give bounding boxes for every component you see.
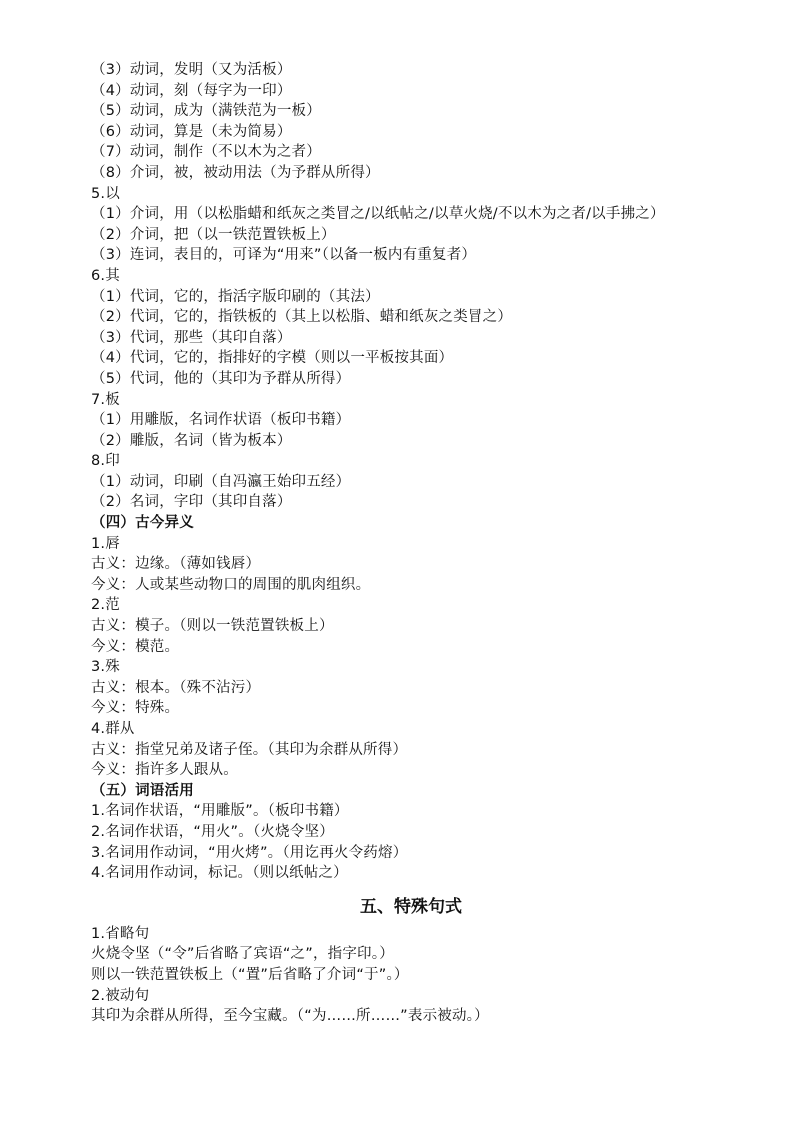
section-heading-word-usage: （五）词语活用 [91, 781, 194, 799]
text-line: 今义：指许多人跟从。 [91, 762, 238, 779]
text-line: （4）动词，刻（每字为一印） [91, 82, 292, 99]
word-usage-list [91, 801, 731, 883]
ancient-modern-meaning-list [91, 534, 731, 781]
text-line: 2.被动句 [91, 987, 150, 1004]
text-line: （7）动词，制作（不以木为之者） [91, 144, 321, 161]
text-line: （1）代词，它的，指活字版印刷的（其法） [91, 288, 380, 305]
text-line: （4）代词，它的，指排好的字模（则以一平板按其面） [91, 350, 454, 367]
text-line: 2.范 [91, 597, 120, 614]
text-line: 火烧令坚（“令”后省略了宾语“之”，指字印。） [91, 946, 394, 963]
text-line: （2）代词，它的，指铁板的（其上以松脂、蜡和纸灰之类冒之） [91, 309, 513, 326]
text-line: （1）动词，印刷（自冯瀛王始印五经） [91, 473, 351, 490]
text-line: 4.名词用作动词，标记。（则以纸帖之） [91, 865, 348, 882]
section-heading-ancient-modern: （四）古今异义 [91, 514, 194, 532]
text-line: （3）动词，发明（又为活板） [91, 62, 292, 78]
text-line: 3.名词用作动词，“用火烤”。（用讫再火令药熔） [91, 844, 408, 861]
text-line: （5）代词，他的（其印为予群从所得） [91, 370, 351, 387]
special-sentences-list [91, 924, 731, 1027]
text-line: （3）代词，那些（其印自落） [91, 329, 292, 346]
chapter-heading-special-sentences: 五、特殊句式 [360, 896, 462, 917]
text-line: 1.名词作状语，“用雕版”。（板印书籍） [91, 803, 349, 820]
text-line: 8.印 [91, 453, 120, 470]
text-line: （8）介词，被，被动用法（为予群从所得） [91, 164, 380, 181]
text-line: 今义：特殊。 [91, 700, 180, 717]
text-line: 古义：模子。（则以一铁范置铁板上） [91, 618, 334, 635]
text-line: （6）动词，算是（未为简易） [91, 123, 292, 140]
text-line: （1）介词，用（以松脂蜡和纸灰之类冒之/以纸帖之/以草火烧/不以木为之者/以手拂之） [91, 206, 665, 223]
text-line: 其印为余群从所得，至今宝藏。（“为……所……”表示被动。） [91, 1008, 489, 1025]
text-line: 5.以 [91, 185, 120, 202]
text-line: 古义：根本。（殊不沾污） [91, 679, 261, 696]
text-line: 2.名词作状语，“用火”。（火烧令坚） [91, 823, 334, 840]
text-line: 1.唇 [91, 535, 120, 552]
text-line: 今义：人或某些动物口的周围的肌肉组织。 [91, 576, 371, 593]
text-line: （5）动词，成为（满铁范为一板） [91, 103, 321, 120]
text-line: （2）名词，字印（其印自落） [91, 494, 292, 511]
text-line: 7.板 [91, 391, 120, 408]
text-line: 古义：边缘。（薄如钱唇） [91, 556, 261, 573]
text-line: （3）连词，表目的，可译为“用来”（以备一板内有重复者） [91, 247, 477, 264]
text-line: （1）用雕版，名词作状语（板印书籍） [91, 412, 351, 429]
text-line: 4.群从 [91, 721, 135, 737]
text-line: 3.殊 [91, 659, 120, 676]
word-meaning-list [91, 60, 731, 513]
text-line: 则以一铁范置铁板上（“置”后省略了介词“于”。） [91, 966, 409, 983]
text-line: （2）介词，把（以一铁范置铁板上） [91, 226, 336, 243]
document-page [91, 60, 731, 1027]
text-line: 1.省略句 [91, 925, 150, 942]
text-line: 古义：指堂兄弟及诸子侄。（其印为余群从所得） [91, 741, 408, 758]
text-line: 6.其 [91, 267, 120, 284]
text-line: （2）雕版，名词（皆为板本） [91, 432, 292, 449]
text-line: 今义：模范。 [91, 638, 180, 655]
